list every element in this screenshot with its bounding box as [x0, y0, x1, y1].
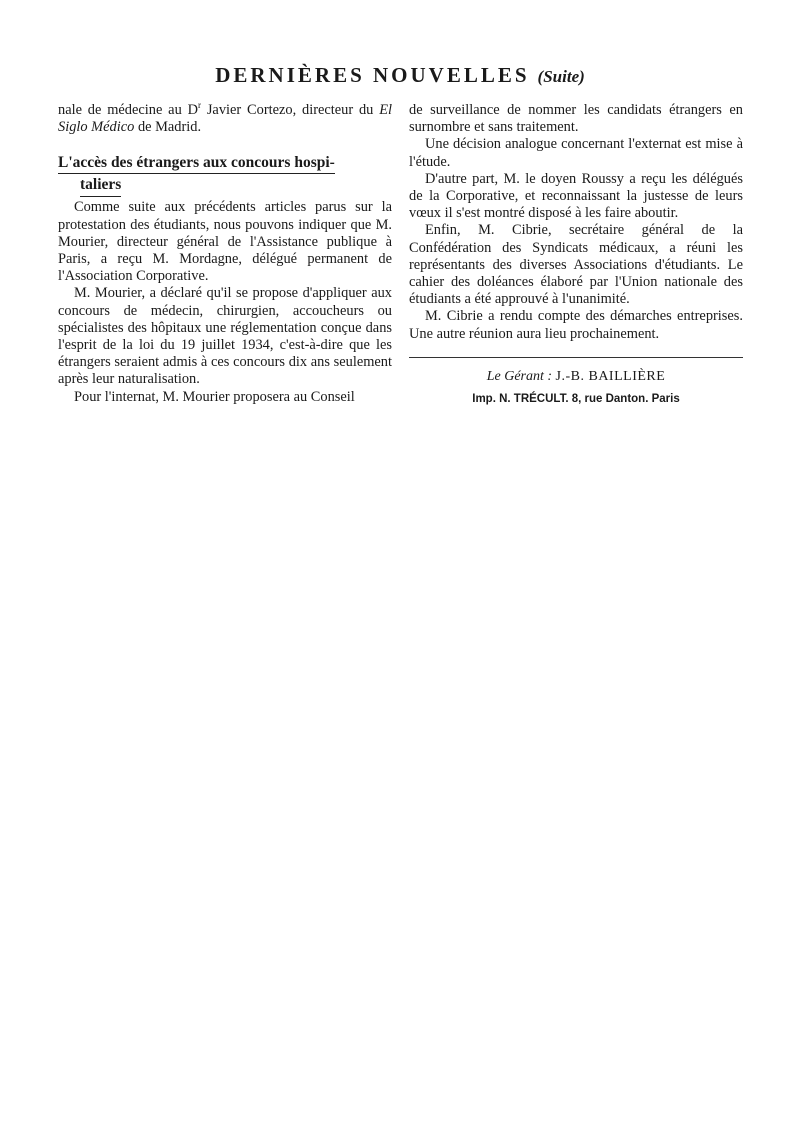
left-column [58, 102, 392, 406]
article-paragraph-1: Comme suite aux précédents articles parus sur la protestation des étudiants, nous pouvons indiquer que M. Mourier, directeur général de l'Assistance publique à Paris, a reçu M. Mordagne, délégué permanent de l'Association Corporative. [58, 199, 392, 285]
document-page [58, 60, 743, 405]
right-paragraph-0: de surveillance de nommer les candidats étrangers en surnombre et sans traitement. [409, 102, 743, 136]
header-suite: (Suite) [537, 67, 585, 86]
page-header [58, 60, 742, 90]
divider-rule [409, 357, 743, 358]
gerant-label: Le Gérant : [486, 368, 553, 384]
right-paragraph-4: M. Cibrie a rendu compte des démarches entreprises. Une autre réunion aura lieu prochainement. [409, 308, 743, 342]
right-paragraph-1: Une décision analogue concernant l'externat est mise à l'étude. [409, 136, 743, 170]
right-paragraph-3: Enfin, M. Cibrie, secrétaire général de la Confédération des Syndicats médicaux, a réuni les représentants des diverses Associations d'étudiants. Le cahier des doléances élaboré par l'Union nationale des étudiants a été approuvé à l'unanimité. [409, 222, 743, 308]
right-column [409, 102, 743, 409]
gerant-line [409, 368, 743, 386]
header-title: DERNIÈRES NOUVELLES [215, 63, 530, 87]
heading-line-1: L'accès des étrangers aux concours hospi- [58, 154, 335, 174]
heading-line-2: taliers [80, 176, 121, 197]
left-intro-paragraph: nale de médecine au $D^r$ Javier Cortezo, directeur du El Siglo Médico de Madrid. [58, 100, 392, 136]
article-paragraph-3: Pour l'internat, M. Mourier proposera au Conseil [74, 388, 355, 405]
article-heading [58, 154, 392, 197]
imprimerie-line: Imp. N. TRÉCULT. 8, rue Danton. Paris [472, 392, 680, 405]
right-paragraph-2: D'autre part, M. le doyen Roussy a reçu les délégués de la Corporative, et reconnaissant la justesse de leurs vœux il s'est montré disposé à les faire aboutir. [409, 170, 743, 222]
gerant-name: J.-B. BAILLIÈRE [555, 368, 666, 384]
article-paragraph-2: M. Mourier, a déclaré qu'il se propose d'appliquer aux concours de médecin, chirurgien, accoucheurs ou spécialistes des hôpitaux une réglementation conçue dans l'esprit de la loi du 19 juillet 1934, c'est-à-dire que les étrangers seraient admis à ces concours dix ans seulement après leur naturalisation. [58, 285, 392, 388]
